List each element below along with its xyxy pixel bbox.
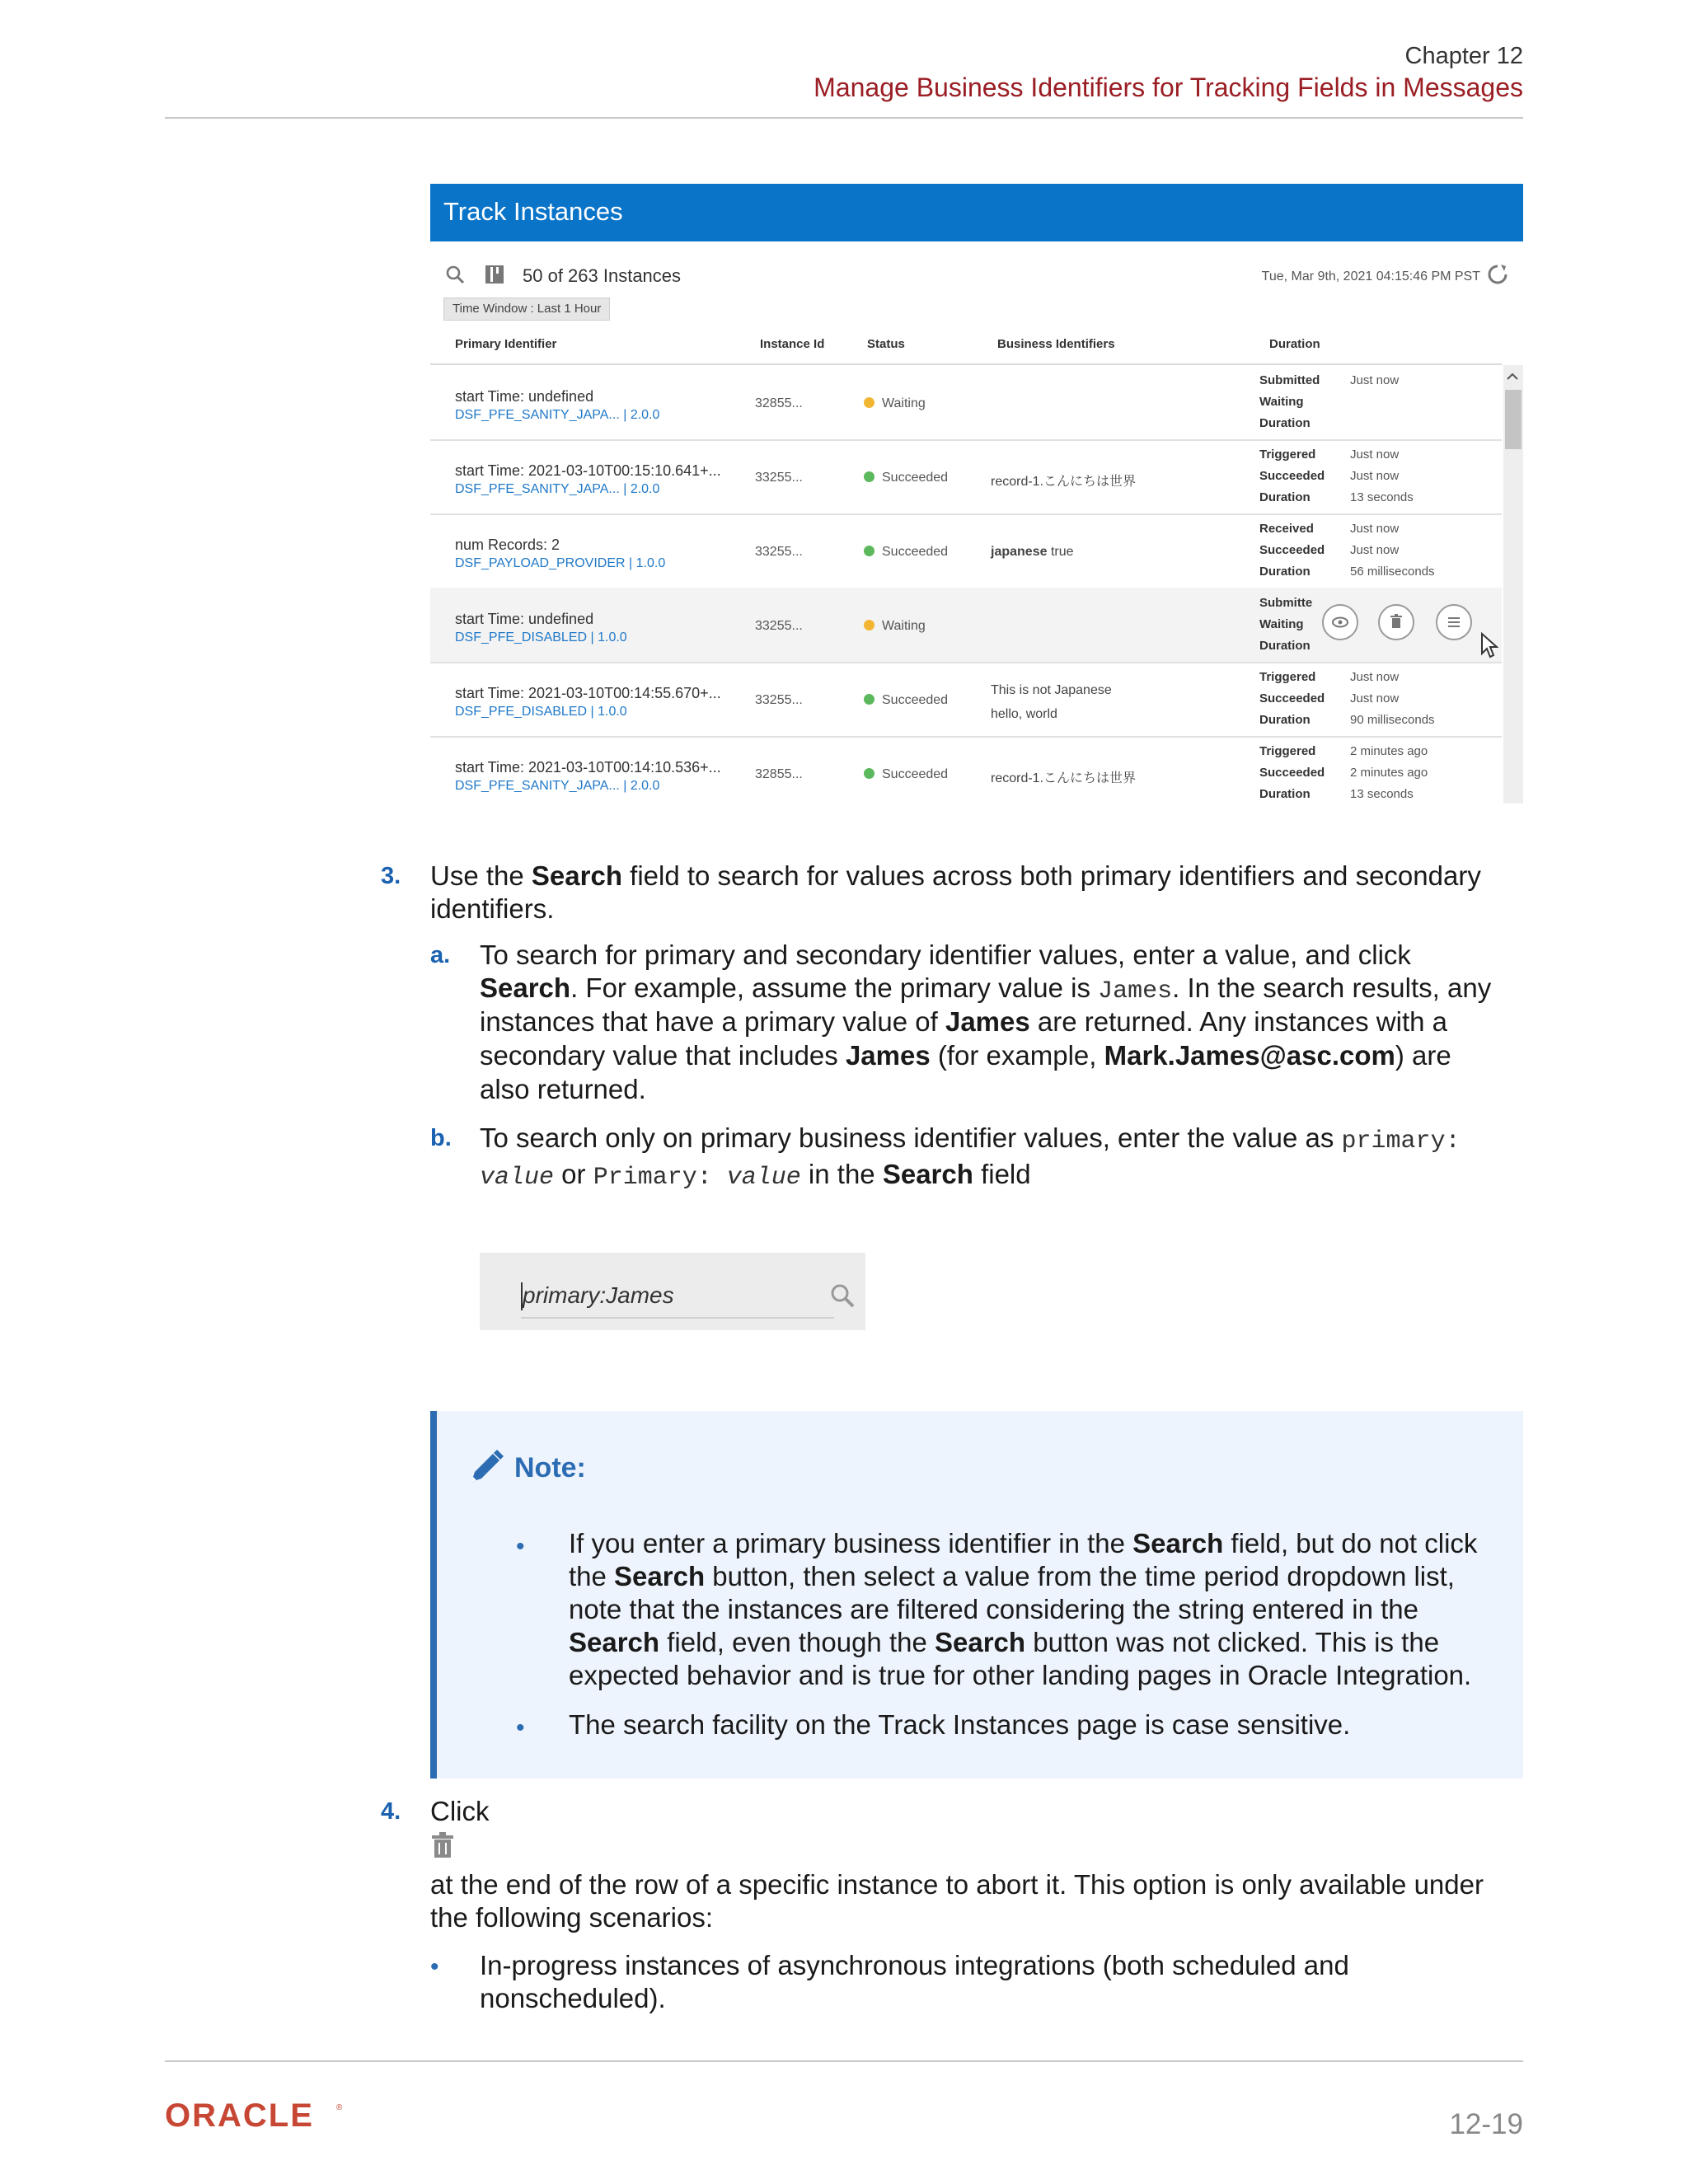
pencil-icon: [468, 1449, 504, 1489]
scrollbar-thumb[interactable]: [1505, 390, 1522, 449]
duration-key: Duration: [1259, 416, 1311, 430]
duration-key: Triggered: [1259, 448, 1316, 462]
duration-key: Duration: [1259, 565, 1311, 579]
status-succeeded-icon: [864, 768, 874, 779]
duration-cell: [1259, 667, 1435, 731]
bold-text: Search: [935, 1627, 1026, 1657]
status-waiting-icon: [864, 620, 874, 630]
chapter-title: Manage Business Identifiers for Tracking Fields in Messages: [814, 73, 1523, 102]
text: or: [554, 1159, 593, 1189]
search-input[interactable]: primary:James: [523, 1282, 674, 1308]
trash-icon: [1380, 606, 1413, 639]
business-identifier: [991, 545, 1074, 560]
table-row[interactable]: [430, 513, 1502, 589]
eye-icon: [1324, 606, 1357, 639]
duration-value: Just now: [1350, 543, 1400, 557]
text: field: [973, 1159, 1031, 1189]
chapter-label: Chapter 12: [1404, 43, 1523, 69]
duration-key: Submitted: [1259, 373, 1320, 387]
business-identifier-value: true: [1050, 545, 1074, 559]
code-text: primary:: [1341, 1127, 1461, 1155]
bold-text: Search: [1132, 1528, 1224, 1558]
step-number: 4.: [381, 1798, 401, 1825]
duration-value: Just now: [1350, 448, 1400, 462]
status-label: Succeeded: [882, 545, 949, 559]
text: To search only on primary business identifier values, enter the value as: [480, 1122, 1342, 1153]
bold-text: Search: [614, 1561, 706, 1591]
column-header-primary[interactable]: Primary Identifier: [455, 337, 557, 351]
duration-key: Duration: [1259, 639, 1311, 653]
text: . In the search results, any: [1172, 972, 1492, 1003]
text: Use the: [430, 860, 532, 891]
text: field, even though the: [659, 1627, 935, 1657]
time-window-filter[interactable]: Time Window : Last 1 Hour: [443, 298, 610, 321]
instance-count: 50 of 263 Instances: [523, 265, 682, 286]
duration-value: 2 minutes ago: [1350, 766, 1428, 780]
primary-identifier: start Time: undefined: [455, 611, 594, 627]
page-number: 12-19: [1449, 2108, 1523, 2140]
duration-value: Just now: [1350, 522, 1400, 536]
duration-key: Succeeded: [1259, 543, 1325, 557]
step3-line2: identifiers.: [430, 893, 555, 924]
text: (for example,: [930, 1040, 1104, 1071]
duration-key: Waiting: [1259, 395, 1304, 409]
duration-value: Just now: [1350, 691, 1400, 705]
table-row[interactable]: [430, 736, 1502, 804]
svg-text:®: ®: [336, 2103, 343, 2112]
bold-text: Search: [569, 1627, 660, 1657]
text: instances that have a primary value of: [480, 1006, 945, 1037]
status-succeeded-icon: [864, 694, 874, 705]
status: [864, 545, 948, 560]
oracle-logo: [165, 2100, 349, 2134]
bold-text: Search: [882, 1159, 973, 1189]
column-header-business[interactable]: Business Identifiers: [997, 337, 1115, 351]
duration-value: 13 seconds: [1350, 490, 1414, 504]
business-identifier: record-1.こんにちは世界: [991, 771, 1137, 785]
status-label: Succeeded: [882, 693, 949, 707]
note-bullet2: The search facility on the Track Instances page is case sensitive.: [569, 1709, 1351, 1740]
search-field-example: [480, 1253, 865, 1330]
status: [864, 693, 948, 708]
view-button[interactable]: [1322, 604, 1358, 640]
column-header-duration[interactable]: Duration: [1269, 337, 1320, 351]
duration-value: Just now: [1350, 373, 1400, 387]
duration-key: Submitte: [1259, 596, 1313, 610]
duration-value: 2 minutes ago: [1350, 744, 1428, 758]
integration-link[interactable]: DSF_PFE_DISABLED | 1.0.0: [455, 705, 627, 719]
bullet-icon: •: [516, 1714, 525, 1741]
step3b-line2: [480, 1157, 1031, 1195]
integration-link[interactable]: DSF_PFE_DISABLED | 1.0.0: [455, 630, 627, 644]
status-label: Succeeded: [882, 471, 949, 485]
instance-id: 32855...: [755, 767, 803, 781]
status-succeeded-icon: [864, 546, 874, 556]
business-identifier: [991, 678, 1112, 726]
note-bullet1-line4: [569, 1625, 1439, 1659]
table-row[interactable]: [430, 365, 1502, 441]
column-header-status[interactable]: Status: [867, 337, 905, 351]
note-bullet1-line5: expected behavior and is true for other landing pages in Oracle Integration.: [569, 1660, 1472, 1690]
duration-key: Duration: [1259, 490, 1311, 504]
text: field to search for values across both primary identifiers and secondary: [621, 860, 1481, 891]
table-row[interactable]: [430, 588, 1502, 663]
status-label: Succeeded: [882, 767, 949, 781]
text: . For example, assume the primary value is: [570, 972, 1099, 1003]
duration-key: Received: [1259, 522, 1314, 536]
note-bullet1-line3: note that the instances are filtered considering the string entered in the: [569, 1594, 1418, 1624]
duration-value: 90 milliseconds: [1350, 713, 1435, 727]
integration-link[interactable]: DSF_PFE_SANITY_JAPA... | 2.0.0: [455, 779, 660, 793]
duration-key: Duration: [1259, 787, 1311, 801]
instance-id: 33255...: [755, 619, 803, 633]
last-refresh-timestamp: Tue, Mar 9th, 2021 04:15:46 PM PST: [1261, 269, 1480, 284]
abort-button[interactable]: [1378, 604, 1414, 640]
status-waiting-icon: [864, 397, 874, 408]
note-bullet1-line2: [569, 1559, 1455, 1593]
track-instances-screenshot: [430, 184, 1523, 804]
track-instances-title: Track Instances: [443, 197, 623, 226]
integration-link[interactable]: DSF_PFE_SANITY_JAPA... | 2.0.0: [455, 482, 660, 496]
bullet-icon: •: [430, 1953, 439, 1980]
bullet-icon: •: [516, 1533, 525, 1560]
duration-value: Just now: [1350, 469, 1400, 483]
status-succeeded-icon: [864, 471, 874, 482]
step4-line3: at the end of the row of a specific instance to abort it. This option is only available under: [430, 1869, 1484, 1900]
text: button was not clicked. This is the: [1025, 1627, 1440, 1657]
duration-key: Succeeded: [1259, 766, 1325, 780]
integration-link[interactable]: DSF_PFE_SANITY_JAPA... | 2.0.0: [455, 408, 660, 422]
code-text: value: [726, 1164, 801, 1192]
duration-cell: [1259, 518, 1435, 583]
substep-letter: a.: [430, 942, 451, 968]
note-box: [430, 1411, 1523, 1779]
duration-key: Duration: [1259, 713, 1311, 727]
step3a-line5: also returned.: [480, 1074, 646, 1104]
instance-id: 33255...: [755, 471, 803, 485]
duration-cell: [1259, 444, 1414, 509]
bold-text: Mark.James@asc.com: [1104, 1040, 1395, 1071]
status: [864, 619, 926, 634]
step4-bullet-line1: In-progress instances of asynchronous integrations (both scheduled and: [480, 1950, 1349, 1980]
list-icon: [1437, 606, 1470, 639]
more-actions-button[interactable]: [1436, 604, 1472, 640]
step-number: 3.: [381, 863, 401, 889]
step3a-line3: [480, 1005, 1447, 1038]
text: are returned. Any instances with a: [1029, 1006, 1448, 1037]
primary-identifier: start Time: undefined: [455, 388, 594, 405]
business-identifier: record-1.こんにちは世界: [991, 475, 1137, 489]
instance-id: 33255...: [755, 545, 803, 559]
duration-key: Succeeded: [1259, 469, 1325, 483]
duration-cell: [1259, 370, 1399, 434]
status: [864, 767, 948, 782]
status: [864, 396, 926, 411]
duration-value: Just now: [1350, 670, 1400, 684]
duration-key: Triggered: [1259, 744, 1316, 758]
business-identifier-key: japanese: [991, 545, 1048, 559]
instance-id: 32855...: [755, 396, 803, 410]
step3-line1: [430, 859, 1481, 893]
track-instances-title-bar: [430, 184, 1523, 241]
step3a-line4: [480, 1038, 1451, 1072]
primary-identifier: start Time: 2021-03-10T00:14:10.536+...: [455, 759, 721, 776]
columns-icon[interactable]: [485, 265, 504, 288]
text: If you enter a primary business identifier in the: [569, 1528, 1133, 1558]
status-label: Waiting: [882, 619, 926, 633]
step4-line1: Click: [430, 1796, 490, 1826]
integration-link[interactable]: DSF_PAYLOAD_PROVIDER | 1.0.0: [455, 556, 666, 570]
status-label: Waiting: [882, 396, 926, 410]
chevron-up-icon[interactable]: [1507, 370, 1518, 385]
code-text: Primary:: [593, 1164, 727, 1192]
bold-text: Search: [480, 972, 571, 1003]
duration-key: Waiting: [1259, 617, 1304, 631]
text: the: [569, 1561, 615, 1591]
text: secondary value that includes: [480, 1040, 846, 1071]
table-row[interactable]: [430, 439, 1502, 515]
step3a-line1: To search for primary and secondary identifier values, enter a value, and click: [480, 940, 1411, 970]
step3a-line2: [480, 971, 1491, 1009]
header-divider: [165, 117, 1523, 119]
business-identifier-line: This is not Japanese: [991, 683, 1112, 697]
code-text: James: [1098, 977, 1173, 1005]
table-row[interactable]: [430, 662, 1502, 738]
duration-cell: [1259, 741, 1428, 804]
step4-bullet-line2: nonscheduled).: [480, 1983, 666, 2013]
footer-divider: [165, 2060, 1523, 2062]
note-bullet1-line1: [569, 1526, 1477, 1560]
note-title: Note:: [514, 1452, 586, 1483]
status: [864, 471, 948, 485]
search-underline: [521, 1317, 834, 1319]
duration-key: Succeeded: [1259, 691, 1325, 705]
primary-identifier: start Time: 2021-03-10T00:15:10.641+...: [455, 462, 721, 479]
instance-id: 33255...: [755, 693, 803, 707]
svg-text:ORACLE: ORACLE: [165, 2100, 314, 2130]
primary-identifier: start Time: 2021-03-10T00:14:55.670+...: [455, 685, 721, 701]
step3b-line1: [480, 1121, 1461, 1159]
bold-text: James: [845, 1040, 931, 1071]
text: field, but do not click: [1223, 1528, 1478, 1558]
refresh-icon[interactable]: [1487, 264, 1508, 289]
bold-text: Search: [531, 860, 622, 891]
duration-value: 56 milliseconds: [1350, 565, 1435, 579]
code-text: value: [480, 1164, 555, 1192]
substep-letter: b.: [430, 1125, 452, 1151]
primary-identifier: num Records: 2: [455, 537, 560, 553]
business-identifier-line: hello, world: [991, 707, 1057, 721]
column-header-instance[interactable]: Instance Id: [760, 337, 825, 351]
search-icon[interactable]: [829, 1282, 856, 1313]
mouse-cursor-icon: [1480, 632, 1498, 663]
search-icon[interactable]: [445, 265, 465, 288]
text: in the: [800, 1159, 883, 1189]
duration-value: 13 seconds: [1350, 787, 1414, 801]
text: ) are: [1395, 1040, 1451, 1071]
duration-key: Triggered: [1259, 670, 1316, 684]
bold-text: James: [945, 1006, 1030, 1037]
trash-icon: [432, 1831, 453, 1863]
step4-line4: the following scenarios:: [430, 1902, 714, 1933]
text: button, then select a value from the time period dropdown list,: [705, 1561, 1455, 1591]
